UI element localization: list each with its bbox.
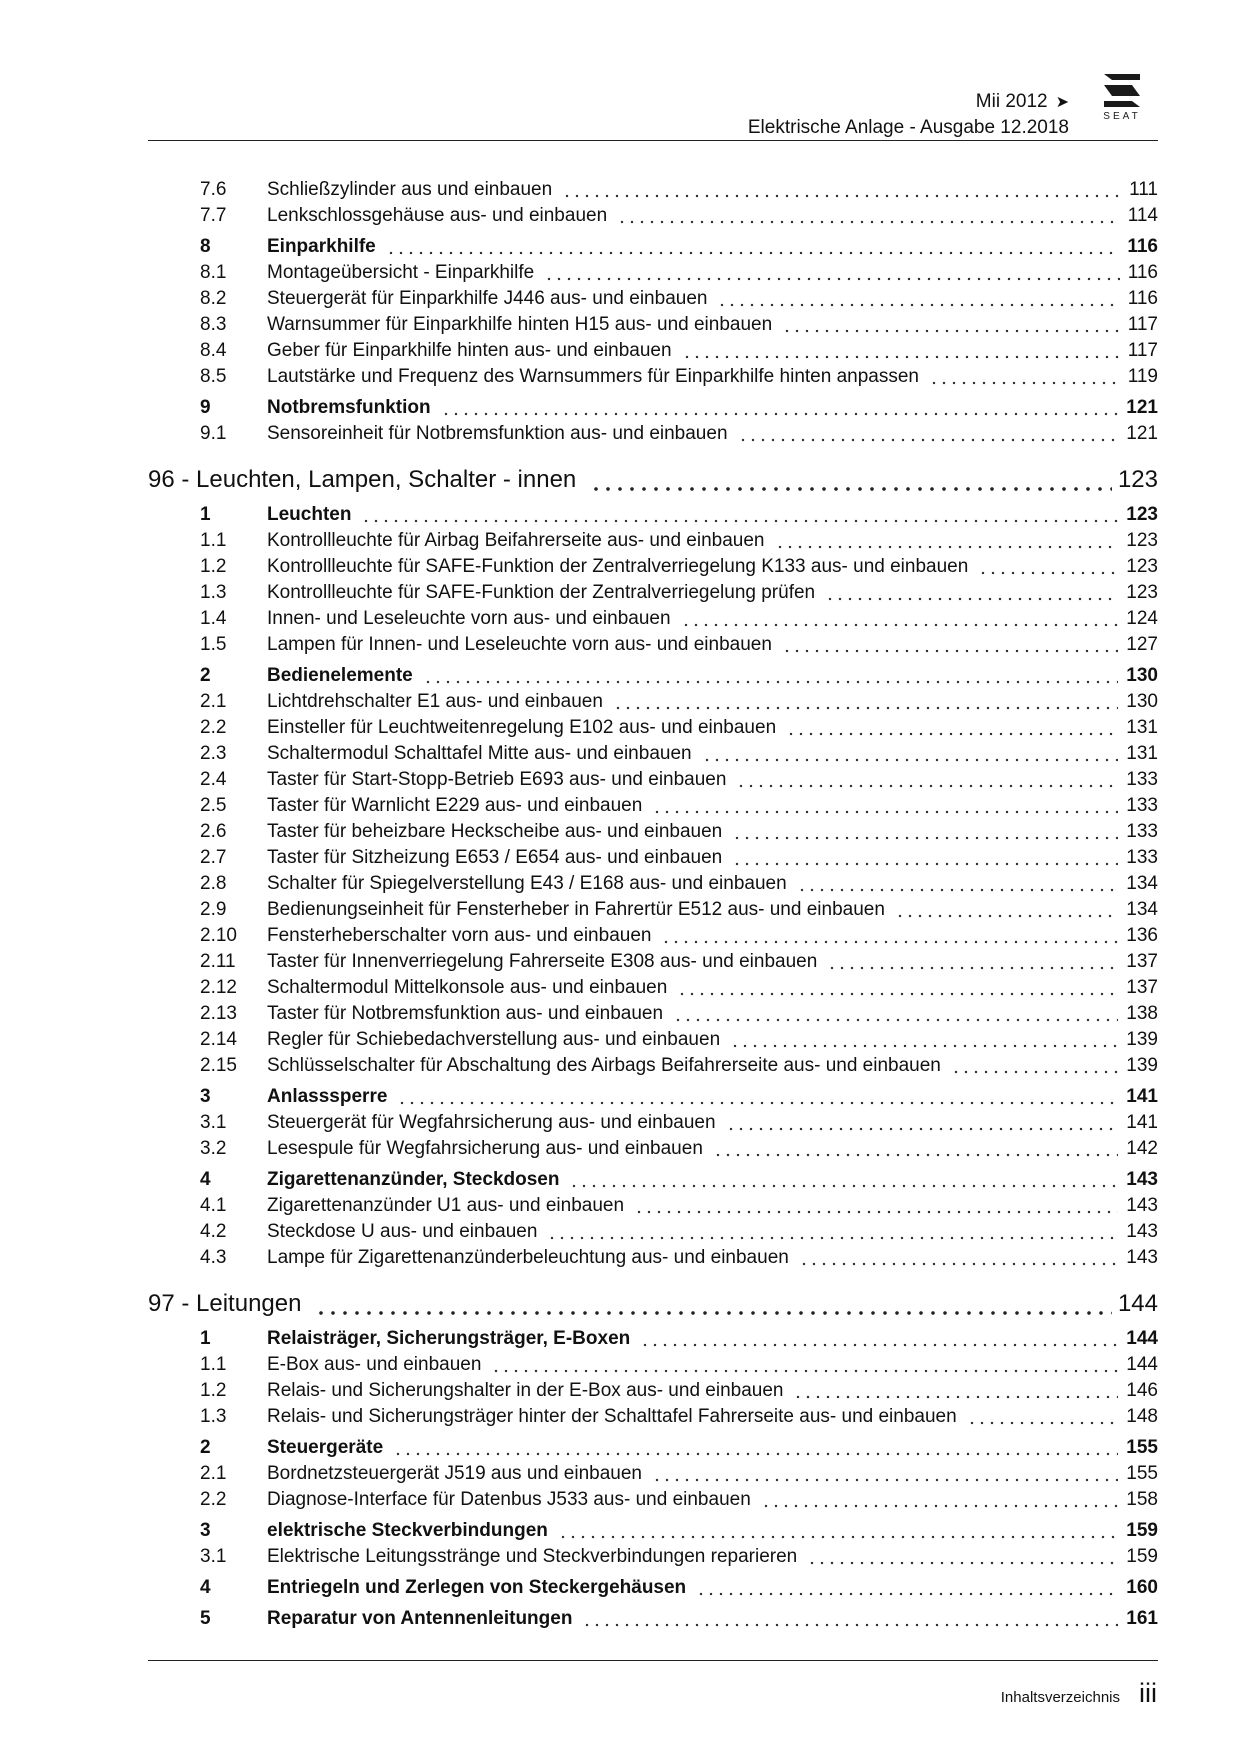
toc-entry-title: Notbremsfunktion xyxy=(267,397,431,418)
header-title: Elektrische Anlage - Ausgabe 12.2018 xyxy=(747,117,1069,138)
toc-entry-number: 1.2 xyxy=(200,1380,227,1401)
toc-entry-title: Lenkschlossgehäuse aus- und einbauen xyxy=(267,205,608,226)
toc-entry-line xyxy=(267,975,1158,1001)
toc-entry-number: 3 xyxy=(200,1086,211,1107)
toc-entry-title: Taster für Notbremsfunktion aus- und einbauen xyxy=(267,1003,664,1024)
toc-entry-page: 143 xyxy=(1126,1221,1158,1242)
toc-entry-page: 134 xyxy=(1126,899,1158,920)
toc-entry-section[interactable] xyxy=(148,234,1158,260)
toc-entry-line xyxy=(267,845,1158,871)
toc-entry-line xyxy=(267,949,1158,975)
header-model-text: Mii 2012 xyxy=(975,91,1048,112)
toc-dot-leader xyxy=(967,1414,1119,1432)
toc-entry-sub[interactable] xyxy=(148,871,1158,897)
footer-label: Inhaltsverzeichnis xyxy=(1000,1689,1120,1706)
toc-entry-page: 124 xyxy=(1126,608,1158,629)
toc-entry-title: Taster für beheizbare Heckscheibe aus- und einbauen xyxy=(267,821,723,842)
toc-entry-sub[interactable] xyxy=(148,203,1158,229)
toc-entry-title: Steuergerät für Einparkhilfe J446 aus- und einbauen xyxy=(267,288,708,309)
toc-entry-number: 9 xyxy=(200,397,211,418)
toc-entry-title: Lautstärke und Frequenz des Warnsummers für Einparkhilfe hinten anpassen xyxy=(267,366,919,387)
toc-entry-number: 4.1 xyxy=(200,1195,227,1216)
toc-entry-number: 3.1 xyxy=(200,1546,227,1567)
toc-entry-number: 1.1 xyxy=(200,530,227,551)
toc-entry-section[interactable] xyxy=(148,1435,1158,1461)
toc-entry-title: Elektrische Leitungsstränge und Steckverbindungen reparieren xyxy=(267,1546,798,1567)
toc-entry-line xyxy=(267,1435,1158,1461)
toc-entry-line xyxy=(267,1326,1158,1352)
toc-entry-page: 133 xyxy=(1126,769,1158,790)
toc-entry-number: 2.11 xyxy=(200,951,236,972)
toc-entry-page: 133 xyxy=(1126,847,1158,868)
toc-entry-sub[interactable] xyxy=(148,1001,1158,1027)
toc-entry-line xyxy=(267,1518,1158,1544)
toc-entry-number: 2.8 xyxy=(200,873,227,894)
toc-entry-sub[interactable] xyxy=(148,689,1158,715)
toc-entry-page: 139 xyxy=(1126,1029,1158,1050)
toc-entry-sub[interactable] xyxy=(148,580,1158,606)
footer-divider xyxy=(148,1660,1158,1661)
toc-entry-title: Schaltermodul Mittelkonsole aus- und einbauen xyxy=(267,977,668,998)
toc-entry-line xyxy=(267,1352,1158,1378)
toc-entry-number: 2.15 xyxy=(200,1055,237,1076)
toc-entry-section[interactable] xyxy=(148,1606,1158,1632)
toc-entry-number: 3.1 xyxy=(200,1112,227,1133)
toc-entry-page: 123 xyxy=(1126,504,1158,525)
toc-entry-number: 1 xyxy=(200,504,211,525)
toc-entry-title: Schließzylinder aus und einbauen xyxy=(267,179,553,200)
toc-entry-line xyxy=(148,1287,1158,1321)
toc-entry-title: Lampen für Innen- und Leseleuchte vorn aus- und einbauen xyxy=(267,634,772,655)
toc-entry-page: 146 xyxy=(1126,1380,1158,1401)
toc-entry-sub[interactable] xyxy=(148,1219,1158,1245)
toc-entry-number: 2.13 xyxy=(200,1003,237,1024)
toc-entry-number: 4.2 xyxy=(200,1221,227,1242)
toc-entry-line xyxy=(267,632,1158,658)
toc-entry-number: 2.2 xyxy=(200,1489,227,1510)
toc-entry-number: 8.2 xyxy=(200,288,227,309)
toc-entry-sub[interactable] xyxy=(148,793,1158,819)
toc-entry-line xyxy=(267,767,1158,793)
toc-entry-title: elektrische Steckverbindungen xyxy=(267,1520,548,1541)
toc-dot-leader xyxy=(929,374,1120,392)
toc-entry-title: Taster für Sitzheizung E653 / E654 aus- und einbauen xyxy=(267,847,723,868)
toc-entry-sub[interactable] xyxy=(148,1378,1158,1404)
toc-entry-line xyxy=(267,897,1158,923)
toc-entry-title: Warnsummer für Einparkhilfe hinten H15 aus- und einbauen xyxy=(267,314,773,335)
toc-entry-line xyxy=(267,1084,1158,1110)
toc-entry-title: Relaisträger, Sicherungsträger, E-Boxen xyxy=(267,1328,631,1349)
toc-entry-page: 123 xyxy=(1117,466,1158,493)
toc-entry-sub[interactable] xyxy=(148,528,1158,554)
toc-entry-title: Fensterheberschalter vorn aus- und einbauen xyxy=(267,925,652,946)
toc-entry-page: 137 xyxy=(1126,977,1158,998)
toc-entry-title: Zigarettenanzünder U1 aus- und einbauen xyxy=(267,1195,625,1216)
toc-entry-number: 9.1 xyxy=(200,423,227,444)
toc-entry-number: 3.2 xyxy=(200,1138,227,1159)
toc-entry-page: 114 xyxy=(1127,205,1158,226)
toc-entry-title: Regler für Schiebedachverstellung aus- und einbauen xyxy=(267,1029,721,1050)
toc-entry-chapter[interactable] xyxy=(148,1287,1158,1321)
toc-entry-number: 1 xyxy=(200,1328,211,1349)
toc-entry-line xyxy=(267,1487,1158,1513)
toc-entry-title: Relais- und Sicherungsträger hinter der Schalttafel Fahrerseite aus- und einbauen xyxy=(267,1406,957,1427)
toc-entry-number: 1.2 xyxy=(200,556,227,577)
toc-entry-title: Relais- und Sicherungshalter in der E-Box aus- und einbauen xyxy=(267,1380,784,1401)
toc-dot-leader xyxy=(761,1497,1119,1515)
footer-page-number: iii xyxy=(1139,1678,1157,1708)
toc-entry-sub[interactable] xyxy=(148,338,1158,364)
toc-entry-line xyxy=(267,1193,1158,1219)
toc-entry-section[interactable] xyxy=(148,1084,1158,1110)
toc-entry-sub[interactable] xyxy=(148,286,1158,312)
toc-entry-line xyxy=(267,1575,1158,1601)
toc-entry-title: Anlasssperre xyxy=(267,1086,388,1107)
toc-entry-page: 133 xyxy=(1126,795,1158,816)
toc-entry-page: 117 xyxy=(1127,340,1158,361)
toc-dot-leader xyxy=(590,480,1112,498)
toc-entry-sub[interactable] xyxy=(148,1352,1158,1378)
seat-logo-text: SEAT xyxy=(1103,111,1141,122)
toc-entry-section[interactable] xyxy=(148,663,1158,689)
toc-entry-line xyxy=(267,741,1158,767)
toc-entry-sub[interactable] xyxy=(148,1027,1158,1053)
toc-entry-title: 96 - Leuchten, Lampen, Schalter - innen xyxy=(148,466,577,493)
toc-entry-line xyxy=(267,203,1158,229)
toc-entry-page: 138 xyxy=(1126,1003,1158,1024)
toc-entry-line xyxy=(267,1001,1158,1027)
table-of-contents xyxy=(148,177,1158,1632)
toc-entry-number: 8 xyxy=(200,236,211,257)
toc-entry-title: Steuergerät für Wegfahrsicherung aus- und einbauen xyxy=(267,1112,716,1133)
toc-dot-leader xyxy=(617,213,1120,231)
header-model xyxy=(976,91,1069,114)
toc-entry-title: Diagnose-Interface für Datenbus J533 aus- und einbauen xyxy=(267,1489,751,1510)
toc-entry-section[interactable] xyxy=(148,502,1158,528)
toc-entry-sub[interactable] xyxy=(148,632,1158,658)
toc-entry-page: 127 xyxy=(1126,634,1158,655)
toc-entry-sub[interactable] xyxy=(148,260,1158,286)
toc-entry-page: 130 xyxy=(1126,691,1158,712)
toc-entry-page: 155 xyxy=(1126,1463,1158,1484)
toc-entry-page: 161 xyxy=(1126,1608,1158,1629)
toc-entry-section[interactable] xyxy=(148,1326,1158,1352)
toc-entry-sub[interactable] xyxy=(148,364,1158,390)
toc-entry-title: Bedienelemente xyxy=(267,665,413,686)
toc-entry-number: 2.3 xyxy=(200,743,227,764)
toc-entry-number: 2.12 xyxy=(200,977,237,998)
toc-dot-leader xyxy=(696,1585,1118,1603)
toc-entry-title: Steckdose U aus- und einbauen xyxy=(267,1221,538,1242)
toc-entry-page: 116 xyxy=(1127,236,1158,257)
toc-entry-line xyxy=(267,286,1158,312)
toc-entry-sub[interactable] xyxy=(148,606,1158,632)
toc-entry-number: 2.6 xyxy=(200,821,227,842)
toc-entry-page: 123 xyxy=(1126,530,1158,551)
seat-logo-mark xyxy=(1104,74,1140,107)
toc-entry-page: 159 xyxy=(1126,1520,1158,1541)
toc-dot-leader xyxy=(799,1255,1118,1273)
toc-entry-page: 134 xyxy=(1126,873,1158,894)
toc-entry-number: 7.7 xyxy=(200,205,227,226)
toc-entry-title: Kontrollleuchte für SAFE-Funktion der Zentralverriegelung prüfen xyxy=(267,582,816,603)
toc-entry-number: 2 xyxy=(200,1437,211,1458)
toc-entry-sub[interactable] xyxy=(148,1404,1158,1430)
toc-entry-section[interactable] xyxy=(148,1167,1158,1193)
toc-dot-leader xyxy=(807,1554,1118,1572)
toc-entry-line xyxy=(267,260,1158,286)
toc-entry-number: 2.14 xyxy=(200,1029,237,1050)
seat-logo xyxy=(1092,72,1152,122)
toc-entry-sub[interactable] xyxy=(148,819,1158,845)
toc-entry-sub[interactable] xyxy=(148,421,1158,447)
toc-entry-page: 143 xyxy=(1126,1195,1158,1216)
toc-entry-number: 8.5 xyxy=(200,366,227,387)
toc-entry-line xyxy=(267,338,1158,364)
toc-entry-number: 1.4 xyxy=(200,608,227,629)
toc-entry-sub[interactable] xyxy=(148,845,1158,871)
toc-entry-sub[interactable] xyxy=(148,1136,1158,1162)
toc-entry-sub[interactable] xyxy=(148,715,1158,741)
toc-entry-title: Entriegeln und Zerlegen von Steckergehäusen xyxy=(267,1577,687,1598)
toc-entry-title: Kontrollleuchte für SAFE-Funktion der Zentralverriegelung K133 aus- und einbauen xyxy=(267,556,969,577)
toc-entry-sub[interactable] xyxy=(148,312,1158,338)
toc-entry-number: 7.6 xyxy=(200,179,227,200)
toc-entry-number: 8.4 xyxy=(200,340,227,361)
toc-entry-number: 2.2 xyxy=(200,717,227,738)
toc-entry-line xyxy=(267,1404,1158,1430)
toc-entry-page: 116 xyxy=(1127,288,1158,309)
toc-entry-line xyxy=(148,463,1158,497)
toc-entry-title: Innen- und Leseleuchte vorn aus- und einbauen xyxy=(267,608,671,629)
toc-entry-page: 111 xyxy=(1129,179,1158,200)
toc-entry-sub[interactable] xyxy=(148,767,1158,793)
toc-entry-number: 4.3 xyxy=(200,1247,227,1268)
toc-entry-line xyxy=(267,871,1158,897)
toc-entry-sub[interactable] xyxy=(148,741,1158,767)
toc-entry-number: 2.10 xyxy=(200,925,237,946)
toc-entry-sub[interactable] xyxy=(148,949,1158,975)
toc-entry-page: 155 xyxy=(1126,1437,1158,1458)
toc-entry-sub[interactable] xyxy=(148,1110,1158,1136)
toc-entry-line xyxy=(267,395,1158,421)
toc-entry-section[interactable] xyxy=(148,395,1158,421)
toc-dot-leader xyxy=(315,1304,1111,1322)
toc-entry-title: E-Box aus- und einbauen xyxy=(267,1354,482,1375)
toc-entry-line xyxy=(267,234,1158,260)
toc-entry-title: Sensoreinheit für Notbremsfunktion aus- und einbauen xyxy=(267,423,728,444)
toc-dot-leader xyxy=(738,431,1119,449)
toc-entry-sub[interactable] xyxy=(148,923,1158,949)
toc-entry-title: Taster für Innenverriegelung Fahrerseite E308 aus- und einbauen xyxy=(267,951,818,972)
toc-entry-title: Einsteller für Leuchtweitenregelung E102 aus- und einbauen xyxy=(267,717,777,738)
toc-entry-page: 142 xyxy=(1126,1138,1158,1159)
toc-entry-number: 8.3 xyxy=(200,314,227,335)
toc-entry-line xyxy=(267,663,1158,689)
toc-entry-page: 144 xyxy=(1126,1328,1158,1349)
toc-entry-page: 130 xyxy=(1126,665,1158,686)
toc-entry-number: 5 xyxy=(200,1608,211,1629)
toc-entry-number: 2.4 xyxy=(200,769,227,790)
toc-entry-title: Bedienungseinheit für Fensterheber in Fahrertür E512 aus- und einbauen xyxy=(267,899,885,920)
toc-entry-page: 136 xyxy=(1126,925,1158,946)
toc-entry-page: 121 xyxy=(1126,423,1158,444)
toc-entry-page: 144 xyxy=(1126,1354,1158,1375)
toc-entry-sub[interactable] xyxy=(148,177,1158,203)
toc-entry-page: 139 xyxy=(1126,1055,1158,1076)
toc-entry-sub[interactable] xyxy=(148,897,1158,923)
toc-entry-sub[interactable] xyxy=(148,1053,1158,1079)
toc-entry-line xyxy=(267,1245,1158,1271)
toc-entry-line xyxy=(267,177,1158,203)
toc-entry-number: 2.7 xyxy=(200,847,227,868)
toc-entry-number: 1.3 xyxy=(200,1406,227,1427)
toc-entry-page: 137 xyxy=(1126,951,1158,972)
toc-entry-section[interactable] xyxy=(148,1575,1158,1601)
toc-entry-page: 159 xyxy=(1126,1546,1158,1567)
toc-entry-title: Taster für Warnlicht E229 aus- und einbauen xyxy=(267,795,643,816)
toc-entry-line xyxy=(267,1461,1158,1487)
toc-entry-number: 8.1 xyxy=(200,262,227,283)
toc-dot-leader xyxy=(582,1616,1118,1634)
toc-entry-page: 144 xyxy=(1117,1290,1158,1317)
toc-entry-section[interactable] xyxy=(148,1518,1158,1544)
toc-entry-line xyxy=(267,793,1158,819)
toc-entry-page: 121 xyxy=(1126,397,1158,418)
toc-entry-sub[interactable] xyxy=(148,1193,1158,1219)
toc-entry-number: 2.1 xyxy=(200,691,227,712)
toc-entry-page: 131 xyxy=(1126,717,1158,738)
toc-entry-title: Kontrollleuchte für Airbag Beifahrerseite aus- und einbauen xyxy=(267,530,765,551)
toc-entry-page: 141 xyxy=(1126,1112,1158,1133)
toc-entry-sub[interactable] xyxy=(148,1544,1158,1570)
toc-entry-title: Schaltermodul Schalttafel Mitte aus- und einbauen xyxy=(267,743,692,764)
toc-entry-line xyxy=(267,1219,1158,1245)
toc-entry-line xyxy=(267,1378,1158,1404)
toc-entry-title: Lichtdrehschalter E1 aus- und einbauen xyxy=(267,691,603,712)
toc-entry-sub[interactable] xyxy=(148,554,1158,580)
toc-entry-page: 119 xyxy=(1127,366,1158,387)
toc-entry-title: Leuchten xyxy=(267,504,352,525)
arrow-right-icon: ➤ xyxy=(1055,94,1069,111)
toc-entry-page: 117 xyxy=(1127,314,1158,335)
toc-entry-page: 123 xyxy=(1126,556,1158,577)
toc-entry-title: Schlüsselschalter für Abschaltung des Airbags Beifahrerseite aus- und einbauen xyxy=(267,1055,941,1076)
toc-entry-chapter[interactable] xyxy=(148,463,1158,497)
toc-entry-line xyxy=(267,1110,1158,1136)
toc-entry-title: Einparkhilfe xyxy=(267,236,376,257)
toc-entry-page: 123 xyxy=(1126,582,1158,603)
toc-entry-page: 148 xyxy=(1126,1406,1158,1427)
toc-entry-number: 2.9 xyxy=(200,899,227,920)
toc-entry-number: 4 xyxy=(200,1577,211,1598)
toc-entry-sub[interactable] xyxy=(148,1461,1158,1487)
toc-entry-line xyxy=(267,819,1158,845)
toc-entry-title: 97 - Leitungen xyxy=(148,1290,302,1317)
toc-entry-sub[interactable] xyxy=(148,1487,1158,1513)
toc-entry-page: 131 xyxy=(1126,743,1158,764)
toc-entry-page: 141 xyxy=(1126,1086,1158,1107)
toc-entry-title: Schalter für Spiegelverstellung E43 / E168 aus- und einbauen xyxy=(267,873,787,894)
toc-entry-page: 133 xyxy=(1126,821,1158,842)
toc-entry-line xyxy=(267,502,1158,528)
toc-entry-line xyxy=(267,689,1158,715)
toc-entry-title: Lesespule für Wegfahrsicherung aus- und einbauen xyxy=(267,1138,703,1159)
toc-entry-page: 143 xyxy=(1126,1247,1158,1268)
toc-entry-line xyxy=(267,528,1158,554)
toc-entry-line xyxy=(267,1053,1158,1079)
toc-entry-line xyxy=(267,715,1158,741)
toc-entry-line xyxy=(267,1167,1158,1193)
toc-entry-line xyxy=(267,421,1158,447)
toc-entry-page: 160 xyxy=(1126,1577,1158,1598)
toc-entry-line xyxy=(267,1544,1158,1570)
toc-dot-leader xyxy=(782,642,1118,660)
toc-entry-line xyxy=(267,554,1158,580)
toc-entry-sub[interactable] xyxy=(148,1245,1158,1271)
toc-entry-sub[interactable] xyxy=(148,975,1158,1001)
toc-entry-title: Taster für Start-Stopp-Betrieb E693 aus- und einbauen xyxy=(267,769,727,790)
toc-entry-number: 2.5 xyxy=(200,795,227,816)
toc-dot-leader xyxy=(713,1146,1118,1164)
toc-entry-line xyxy=(267,580,1158,606)
toc-entry-number: 2 xyxy=(200,665,211,686)
toc-entry-title: Zigarettenanzünder, Steckdosen xyxy=(267,1169,560,1190)
toc-entry-page: 158 xyxy=(1126,1489,1158,1510)
toc-entry-line xyxy=(267,364,1158,390)
toc-entry-title: Steuergeräte xyxy=(267,1437,384,1458)
toc-entry-line xyxy=(267,923,1158,949)
toc-entry-title: Geber für Einparkhilfe hinten aus- und einbauen xyxy=(267,340,672,361)
toc-entry-title: Montageübersicht - Einparkhilfe xyxy=(267,262,535,283)
toc-entry-title: Reparatur von Antennenleitungen xyxy=(267,1608,573,1629)
toc-entry-title: Bordnetzsteuergerät J519 aus und einbauen xyxy=(267,1463,642,1484)
header-divider xyxy=(148,140,1158,141)
toc-entry-line xyxy=(267,1606,1158,1632)
toc-entry-number: 4 xyxy=(200,1169,211,1190)
toc-entry-number: 1.1 xyxy=(200,1354,227,1375)
toc-entry-number: 1.3 xyxy=(200,582,227,603)
toc-entry-line xyxy=(267,312,1158,338)
toc-entry-number: 1.5 xyxy=(200,634,227,655)
toc-entry-title: Lampe für Zigarettenanzünderbeleuchtung aus- und einbauen xyxy=(267,1247,789,1268)
toc-entry-page: 116 xyxy=(1127,262,1158,283)
toc-entry-line xyxy=(267,1136,1158,1162)
toc-entry-number: 3 xyxy=(200,1520,211,1541)
toc-entry-line xyxy=(267,1027,1158,1053)
toc-entry-line xyxy=(267,606,1158,632)
toc-entry-page: 143 xyxy=(1126,1169,1158,1190)
toc-entry-number: 2.1 xyxy=(200,1463,227,1484)
toc-dot-leader xyxy=(951,1063,1118,1081)
